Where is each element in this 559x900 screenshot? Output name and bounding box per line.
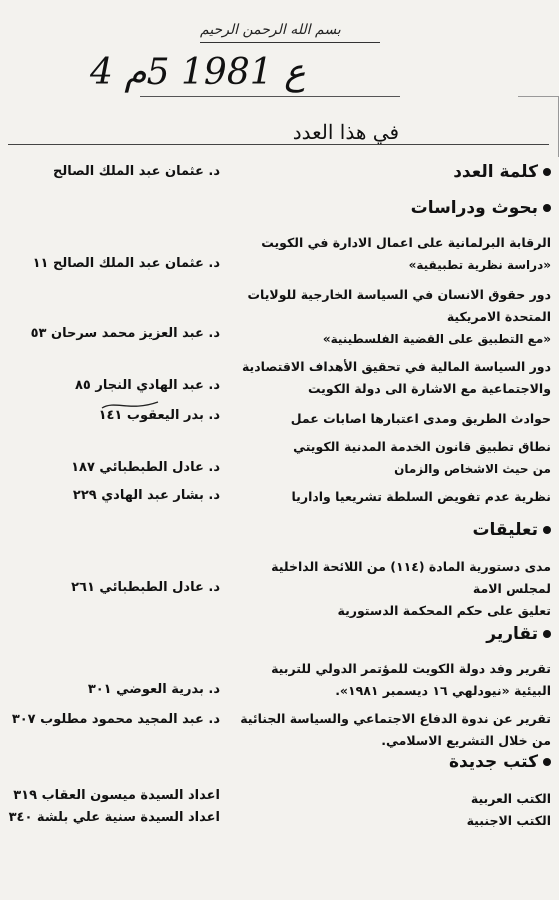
research-author-4: د. بدر اليعقوب ١٤١ (98, 408, 220, 423)
reports-item-1: تقرير وفد دولة الكويت للمؤتمر الدولي للتربية البيئية «نيودلهي ١٦ ديسمبر ١٩٨١». (271, 661, 551, 698)
reports-author-1: د. بدرية العوضي ٣٠١ (87, 682, 220, 697)
date-underline (140, 96, 400, 97)
books-item-2: الكتب الاجنبية (466, 813, 551, 828)
research-item-5: نطاق تطبيق قانون الخدمة المدنية الكويتي من حيث الاشخاص والزمان (293, 439, 551, 476)
contents-heading: في هذا العدد (292, 120, 399, 144)
bullet-icon (543, 526, 551, 534)
research-author-1: د. عثمان عبد الملك الصالح ١١ (32, 256, 220, 271)
research-author-3: د. عبد الهادي النجار ٨٥ (74, 378, 220, 393)
comments-author-1: د. عادل الطبطبائي ٢٦١ (71, 580, 220, 595)
section-title-reports: تقارير (486, 624, 551, 644)
heading-rule (8, 144, 549, 145)
comments-item-1: مدى دستورية المادة (١١٤) من اللائحة الداخلية لمجلس الامة تعليق على حكم المحكمة الدستورية (271, 559, 551, 618)
books-author-1: اعداد السيدة ميسون العقاب ٣١٩ (13, 788, 220, 803)
research-author-2: د. عبد العزيز محمد سرحان ٥٣ (30, 326, 220, 341)
contents-heading-row (8, 120, 549, 148)
section-title-research: بحوث ودراسات (411, 198, 551, 218)
research-item-2: دور حقوق الانسان في السياسة الخارجية للولايات المتحدة الامريكية «مع التطبيق على القضية الفلسطينية» (247, 287, 551, 346)
basmala-underline (200, 42, 380, 43)
research-author-5: د. عادل الطبطبائي ١٨٧ (71, 460, 220, 475)
bullet-icon (543, 204, 551, 212)
books-item-1: الكتب العربية (470, 791, 551, 806)
bullet-icon (543, 168, 551, 176)
editorial-author: د. عثمان عبد الملك الصالح (52, 164, 220, 179)
research-item-6: نظرية عدم تفويض السلطة تشريعيا واداريا (291, 489, 551, 504)
page-corner-border (518, 96, 559, 157)
section-title-editorial: كلمة العدد (453, 162, 551, 182)
handwritten-date: 4 ع 1981 5م (90, 52, 306, 93)
research-item-4: حوادث الطريق ومدى اعتبارها اصابات عمل (290, 411, 551, 426)
reports-author-2: د. عبد المجيد محمود مطلوب ٣٠٧ (11, 712, 220, 727)
bullet-icon (543, 758, 551, 766)
reports-item-2: تقرير عن ندوة الدفاع الاجتماعي والسياسة الجنائية من خلال التشريع الاسلامي. (240, 711, 551, 748)
basmala: بسم الله الرحمن الرحيم (200, 22, 341, 38)
pen-mark-icon (100, 398, 160, 412)
books-author-2: اعداد السيدة سنية علي بلشة ٣٤٠ (8, 810, 220, 825)
bullet-icon (543, 630, 551, 638)
section-title-books: كتب جديدة (449, 752, 551, 772)
research-item-1: الرقابة البرلمانية على اعمال الادارة في الكويت «دراسة نظرية تطبيقية» (261, 235, 551, 272)
research-author-6: د. بشار عبد الهادي ٢٢٩ (72, 488, 220, 503)
section-title-comments: تعليقات (472, 520, 551, 540)
research-item-3: دور السياسة المالية في تحقيق الأهداف الاقتصادية والاجتماعية مع الاشارة الى دولة الكويت (241, 359, 551, 396)
